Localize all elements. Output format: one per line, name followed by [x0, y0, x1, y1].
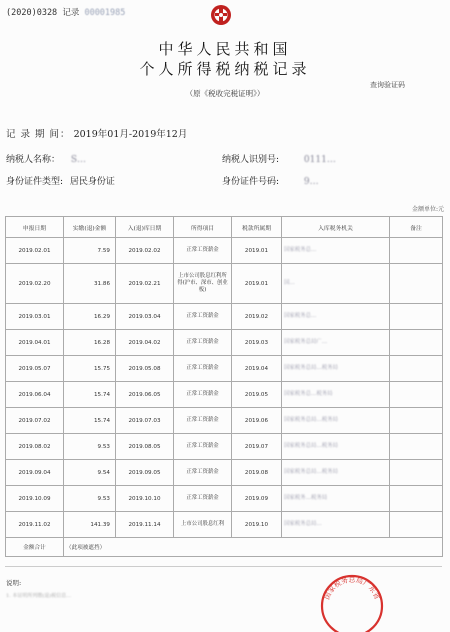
taxpayer-id-label: 纳税人识别号: [222, 155, 280, 165]
cell-amount: 15.74 [64, 408, 116, 434]
cell-storage-date: 2019.08.05 [116, 434, 174, 460]
cell-income-item: 正常工资薪金 [174, 238, 232, 264]
cell-remark [390, 486, 443, 512]
table-row [6, 434, 443, 460]
cell-income-item: 正常工资薪金 [174, 434, 232, 460]
table-row [6, 264, 443, 304]
cell-tax-authority [282, 434, 390, 460]
cell-storage-date: 2019.04.02 [116, 330, 174, 356]
query-code-label: 查询验证码 [370, 81, 405, 89]
col-header-storage-date: 入(退)库日期 [116, 217, 174, 238]
cell-declare-date: 2019.02.01 [6, 238, 64, 264]
cell-remark [390, 356, 443, 382]
cell-tax-authority [282, 304, 390, 330]
cell-amount: 9.53 [64, 434, 116, 460]
col-header-amount: 实缴(退)金额 [64, 217, 116, 238]
cell-tax-period: 2019.05 [232, 382, 282, 408]
cell-remark [390, 408, 443, 434]
cell-income-item: 正常工资薪金 [174, 330, 232, 356]
tax-authority-name: 国家税务总局…税务局 [284, 469, 338, 475]
cell-amount: 7.59 [64, 238, 116, 264]
table-row [6, 382, 443, 408]
id-doc-type-value: 居民身份证 [69, 177, 115, 187]
cell-declare-date: 2019.10.09 [6, 486, 64, 512]
cell-tax-period: 2019.04 [232, 356, 282, 382]
cell-tax-period: 2019.10 [232, 512, 282, 538]
cell-remark [390, 238, 443, 264]
cell-remark [390, 330, 443, 356]
cell-income-item: 上市公司股息红利 [174, 512, 232, 538]
cell-storage-date: 2019.06.05 [116, 382, 174, 408]
id-doc-number-label: 身份证件号码: [222, 177, 280, 187]
cell-remark [390, 434, 443, 460]
cell-tax-authority [282, 460, 390, 486]
cell-tax-authority [282, 264, 390, 304]
taxpayer-name-value: S… [70, 155, 87, 165]
tax-emblem-icon [210, 4, 232, 26]
cell-tax-period: 2019.07 [232, 434, 282, 460]
document-number [6, 6, 125, 18]
cell-declare-date: 2019.08.02 [6, 434, 64, 460]
cell-remark [390, 512, 443, 538]
table-header-row [6, 217, 443, 238]
table-row [6, 356, 443, 382]
cell-amount: 16.28 [64, 330, 116, 356]
sum-label: 金额合计 [6, 538, 64, 557]
doc-number-redacted: 00001985 [84, 8, 126, 18]
cell-tax-period: 2019.01 [232, 238, 282, 264]
cell-storage-date: 2019.11.14 [116, 512, 174, 538]
tax-authority-name: 国家税务总… [284, 247, 317, 253]
tax-authority-name: 国家税务总…税务局 [284, 391, 333, 397]
cell-declare-date: 2019.11.02 [6, 512, 64, 538]
cell-income-item: 正常工资薪金 [174, 356, 232, 382]
table-row [6, 408, 443, 434]
cell-amount: 15.74 [64, 382, 116, 408]
table-row [6, 330, 443, 356]
tax-authority-name: 国家税务总局… [284, 521, 322, 527]
period-label: 记 录 期 间： [6, 129, 71, 140]
tax-authority-name: 国家税务总… [284, 313, 317, 319]
cell-storage-date: 2019.02.02 [116, 238, 174, 264]
cell-remark [390, 304, 443, 330]
cell-amount: 15.75 [64, 356, 116, 382]
col-header-income-item: 所得项目 [174, 217, 232, 238]
table-row [6, 304, 443, 330]
tax-authority-name: 国家税务总局…税务局 [284, 417, 338, 423]
cell-income-item: 正常工资薪金 [174, 460, 232, 486]
cell-storage-date: 2019.02.21 [116, 264, 174, 304]
amount-unit-note: 金额单位:元 [412, 206, 445, 213]
taxpayer-id-value: 0111… [303, 155, 336, 165]
cell-remark [390, 460, 443, 486]
cell-income-item: 正常工资薪金 [174, 304, 232, 330]
cell-tax-period: 2019.03 [232, 330, 282, 356]
cell-amount: 9.53 [64, 486, 116, 512]
cell-income-item: 正常工资薪金 [174, 486, 232, 512]
col-header-tax-authority: 入库税务机关 [282, 217, 390, 238]
table-row [6, 238, 443, 264]
record-period [6, 126, 187, 140]
col-header-declare-date: 申报日期 [6, 217, 64, 238]
notes-label: 说明: [6, 579, 22, 587]
tax-record-table [5, 216, 443, 557]
cell-tax-authority [282, 486, 390, 512]
table-row [6, 460, 443, 486]
official-seal-stamp [318, 572, 386, 632]
table-row [6, 512, 443, 538]
cell-storage-date: 2019.05.08 [116, 356, 174, 382]
taxpayer-name [6, 152, 86, 165]
page-title-line2: 个人所得税纳税记录 [139, 60, 311, 78]
cell-tax-authority [282, 382, 390, 408]
cell-tax-period: 2019.09 [232, 486, 282, 512]
notes-text: 1. 本证明所列缴(退)税信息… [6, 593, 72, 599]
page-subtitle: （原《税收完税证明》） [185, 89, 265, 98]
id-doc-number [222, 174, 319, 187]
cell-declare-date: 2019.02.20 [6, 264, 64, 304]
cell-amount: 9.54 [64, 460, 116, 486]
cell-remark [390, 382, 443, 408]
cell-amount: 141.39 [64, 512, 116, 538]
tax-authority-name: 国家税务总局…税务局 [284, 443, 338, 449]
cell-income-item: 上市公司股息红利所得(沪市、深市、创业板) [174, 264, 232, 304]
cell-declare-date: 2019.05.07 [6, 356, 64, 382]
id-doc-type-label: 身份证件类型: [6, 177, 64, 187]
doc-label: 记录 [62, 8, 80, 18]
cell-declare-date: 2019.03.01 [6, 304, 64, 330]
cell-tax-period: 2019.08 [232, 460, 282, 486]
col-header-tax-period: 税款所属期 [232, 217, 282, 238]
cell-tax-authority [282, 238, 390, 264]
cell-storage-date: 2019.03.04 [116, 304, 174, 330]
sum-note: （此项被遮挡） [64, 538, 443, 557]
cell-storage-date: 2019.07.03 [116, 408, 174, 434]
cell-declare-date: 2019.04.01 [6, 330, 64, 356]
cell-tax-authority [282, 408, 390, 434]
cell-income-item: 正常工资薪金 [174, 382, 232, 408]
col-header-remark: 备注 [390, 217, 443, 238]
period-value: 2019年01月-2019年12月 [73, 129, 188, 140]
cell-tax-authority [282, 512, 390, 538]
cell-storage-date: 2019.09.05 [116, 460, 174, 486]
cell-amount: 31.86 [64, 264, 116, 304]
taxpayer-id [222, 152, 336, 165]
id-doc-type [6, 174, 115, 187]
cell-amount: 16.29 [64, 304, 116, 330]
cell-declare-date: 2019.09.04 [6, 460, 64, 486]
cell-tax-period: 2019.02 [232, 304, 282, 330]
tax-authority-name: 国… [284, 280, 295, 286]
cell-tax-period: 2019.01 [232, 264, 282, 304]
svg-text:国家税务总局广东省: 国家税务总局广东省 [322, 575, 382, 601]
tax-authority-name: 国家税务…税务局 [284, 495, 328, 501]
cell-storage-date: 2019.10.10 [116, 486, 174, 512]
cell-tax-authority [282, 356, 390, 382]
footer-divider [5, 566, 442, 567]
tax-authority-name: 国家税务总局广… [284, 339, 328, 345]
cell-tax-authority [282, 330, 390, 356]
taxpayer-name-label: 纳税人名称： [6, 155, 61, 165]
doc-prefix: (2020)0328 [6, 8, 58, 18]
cell-declare-date: 2019.07.02 [6, 408, 64, 434]
cell-remark [390, 264, 443, 304]
cell-declare-date: 2019.06.04 [6, 382, 64, 408]
page-title-line1: 中华人民共和国 [158, 40, 292, 58]
sum-row [6, 538, 443, 557]
cell-income-item: 正常工资薪金 [174, 408, 232, 434]
table-row [6, 486, 443, 512]
tax-authority-name: 国家税务总局…税务局 [284, 365, 338, 371]
id-doc-number-value: 9… [303, 177, 319, 187]
cell-tax-period: 2019.06 [232, 408, 282, 434]
